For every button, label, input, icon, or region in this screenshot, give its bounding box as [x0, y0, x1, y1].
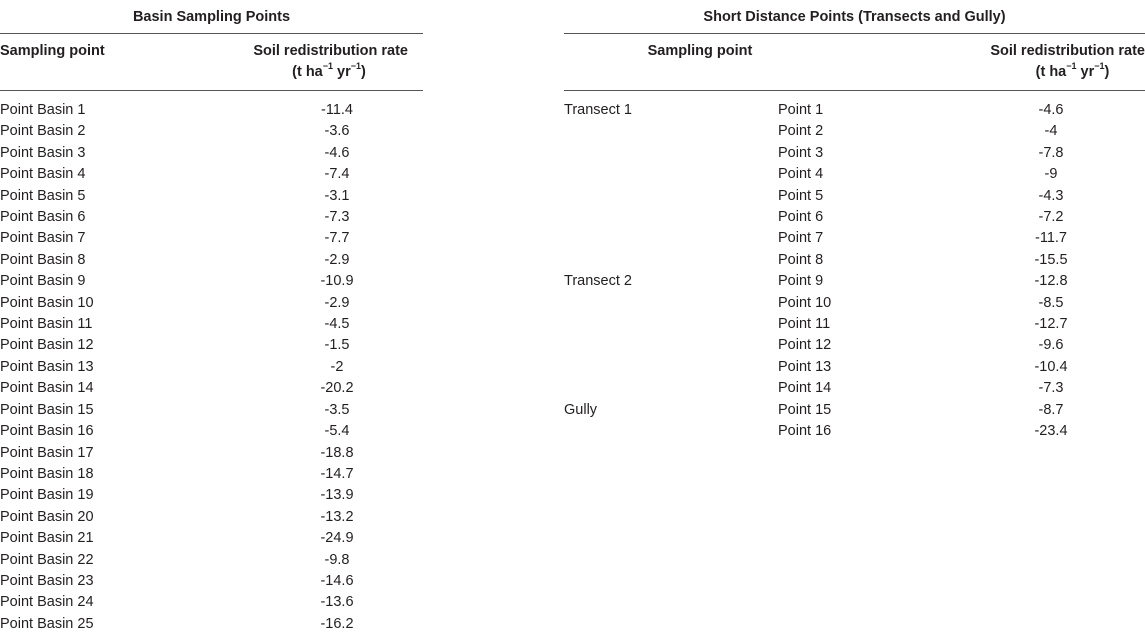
basin-rate-cell: -1.5 [324, 337, 350, 354]
short-distance-group-header: Short Distance Points (Transects and Gully) [703, 9, 1006, 25]
table-row [564, 186, 1145, 207]
basin-rate-cell: -7.7 [324, 230, 350, 247]
basin-rate-cell: -14.7 [320, 465, 354, 482]
short-point-cell: Point 11 [778, 316, 831, 333]
basin-rate-cell: -24.9 [320, 530, 354, 547]
short-point-cell: Point 16 [778, 423, 832, 440]
basin-point-cell: Point Basin 12 [0, 337, 94, 354]
basin-rate-cell: -3.6 [324, 123, 350, 140]
short-point-cell: Point 8 [778, 251, 824, 268]
basin-rate-cell: -7.3 [324, 209, 350, 226]
basin-point-cell: Point Basin 1 [0, 102, 86, 118]
short-point-cell: Point 1 [778, 102, 824, 118]
table-row [0, 271, 423, 292]
basin-rate-cell: -5.4 [324, 423, 350, 440]
table-row [0, 485, 423, 506]
basin-rate-cell: -13.2 [320, 508, 354, 525]
basin-point-cell: Point Basin 11 [0, 316, 93, 333]
basin-rate-cell: -2.9 [324, 251, 350, 268]
short-point-cell: Point 10 [778, 294, 832, 311]
basin-rate-cell: -2 [330, 358, 344, 375]
basin-point-cell: Point Basin 8 [0, 251, 86, 268]
short-rate-cell: -9.6 [1038, 337, 1064, 354]
basin-rate-cell: -11.4 [321, 102, 353, 118]
basin-point-cell: Point Basin 15 [0, 401, 94, 418]
basin-point-cell: Point Basin 20 [0, 508, 94, 525]
table-row [0, 250, 423, 271]
table-row [564, 293, 1145, 314]
table-row [564, 314, 1145, 335]
short-header-rule [564, 33, 1145, 34]
basin-rows [0, 100, 423, 635]
basin-rate-cell: -10.9 [320, 273, 354, 290]
table-row [564, 228, 1145, 249]
table-row [0, 614, 423, 635]
table-row [0, 550, 423, 571]
basin-col-rate-unit: (t $ha^{-1}$ $yr^{-1}$) [292, 61, 366, 80]
table-row [0, 421, 423, 442]
table-row [564, 207, 1145, 228]
table-row [564, 357, 1145, 378]
short-rate-cell: -7.8 [1038, 144, 1064, 161]
basin-rate-cell: -14.6 [320, 572, 354, 589]
basin-point-cell: Point Basin 6 [0, 209, 86, 226]
short-point-cell: Point 15 [778, 401, 832, 418]
table-row [564, 271, 1145, 292]
short-point-cell: Point 7 [778, 230, 824, 247]
basin-point-cell: Point Basin 10 [0, 294, 94, 311]
basin-rate-cell: -3.5 [324, 401, 350, 418]
basin-rate-cell: -3.1 [324, 187, 350, 204]
basin-rate-cell: -20.2 [320, 380, 354, 397]
basin-point-cell: Point Basin 17 [0, 444, 94, 461]
basin-point-cell: Point Basin 22 [0, 551, 94, 568]
basin-rate-cell: -16.2 [320, 615, 354, 632]
table-row [564, 421, 1145, 442]
table-row [0, 121, 423, 142]
table-row [0, 507, 423, 528]
basin-rate-cell: -13.9 [320, 487, 354, 504]
short-rate-cell: -7.3 [1038, 380, 1064, 397]
basin-point-cell: Point Basin 7 [0, 230, 86, 247]
table-row [564, 250, 1145, 271]
short-rate-cell: -12.8 [1034, 273, 1068, 290]
table-row [564, 335, 1145, 356]
basin-col-sampling-point: Sampling point [0, 43, 105, 59]
table-row [564, 121, 1145, 142]
short-columns-rule [564, 90, 1145, 91]
table-row [564, 143, 1145, 164]
basin-point-cell: Point Basin 13 [0, 358, 94, 375]
short-rate-cell: -23.4 [1034, 423, 1068, 440]
short-rate-cell: -4.3 [1038, 187, 1064, 204]
short-rate-cell: -15.5 [1034, 251, 1068, 268]
short-rate-cell: -4.6 [1038, 102, 1064, 118]
short-rate-cell: -8.7 [1038, 401, 1064, 418]
basin-point-cell: Point Basin 21 [0, 530, 94, 547]
table-row [0, 592, 423, 613]
basin-col-rate [230, 41, 408, 83]
basin-point-cell: Point Basin 23 [0, 572, 94, 589]
basin-rate-cell: -7.4 [324, 166, 350, 183]
short-point-cell: Point 14 [778, 380, 832, 397]
basin-point-cell: Point Basin 5 [0, 187, 86, 204]
table-row [0, 228, 423, 249]
table-row [0, 571, 423, 592]
basin-point-cell: Point Basin 24 [0, 594, 94, 611]
short-rate-cell: -8.5 [1038, 294, 1064, 311]
short-point-cell: Point 2 [778, 123, 824, 140]
short-col-sampling-point: Sampling point [647, 43, 753, 59]
basin-rate-cell: -4.6 [324, 144, 350, 161]
basin-point-cell: Point Basin 2 [0, 123, 86, 140]
basin-rate-cell: -9.8 [324, 551, 350, 568]
short-rate-cell: -7.2 [1038, 209, 1064, 226]
short-point-cell: Point 4 [778, 166, 824, 183]
table-row [0, 357, 423, 378]
basin-header-rule [0, 33, 423, 34]
basin-point-cell: Point Basin 9 [0, 273, 86, 290]
basin-point-cell: Point Basin 3 [0, 144, 86, 161]
table-row [564, 378, 1145, 399]
short-point-cell: Point 6 [778, 209, 824, 226]
basin-rate-cell: -18.8 [320, 444, 354, 461]
short-rate-cell: -4 [1044, 123, 1058, 140]
table-row [564, 100, 1145, 121]
table-row [0, 143, 423, 164]
short-group-cell: Transect 2 [564, 273, 632, 290]
basin-point-cell: Point Basin 19 [0, 487, 94, 504]
short-rate-cell: -9 [1044, 166, 1058, 183]
table-row [0, 378, 423, 399]
table-row [0, 314, 423, 335]
short-rate-cell: -10.4 [1034, 358, 1068, 375]
table-row [0, 528, 423, 549]
table-row [0, 186, 423, 207]
table-row [0, 207, 423, 228]
short-rate-cell: -11.7 [1035, 230, 1067, 247]
table-row [0, 100, 423, 121]
basin-point-cell: Point Basin 25 [0, 615, 94, 632]
short-point-cell: Point 9 [778, 273, 824, 290]
short-group-cell: Gully [564, 401, 598, 418]
short-group-cell: Transect 1 [564, 102, 632, 118]
short-col-rate-label: Soil redistribution rate [990, 43, 1145, 59]
short-distance-rows [564, 100, 1145, 443]
basin-rate-cell: -2.9 [324, 294, 350, 311]
basin-point-cell: Point Basin 16 [0, 423, 94, 440]
basin-rate-cell: -4.5 [324, 316, 350, 333]
basin-point-cell: Point Basin 18 [0, 465, 94, 482]
short-rate-cell: -12.7 [1034, 316, 1068, 333]
table-row [564, 164, 1145, 185]
basin-columns-rule [0, 90, 423, 91]
table-row [0, 164, 423, 185]
basin-point-cell: Point Basin 14 [0, 380, 94, 397]
short-col-rate-unit: (t $ha^{-1}$ $yr^{-1}$) [1035, 61, 1110, 80]
basin-rate-cell: -13.6 [320, 594, 354, 611]
table-row [0, 335, 423, 356]
table-row [564, 400, 1145, 421]
short-point-cell: Point 13 [778, 358, 832, 375]
short-col-rate [940, 41, 1145, 83]
table-row [0, 293, 423, 314]
basin-col-rate-label: Soil redistribution rate [253, 43, 408, 59]
short-point-cell: Point 5 [778, 187, 824, 204]
table-row [0, 400, 423, 421]
table-row [0, 464, 423, 485]
basin-point-cell: Point Basin 4 [0, 166, 86, 183]
short-point-cell: Point 12 [778, 337, 832, 354]
table-row [0, 443, 423, 464]
basin-group-header: Basin Sampling Points [132, 9, 291, 25]
short-point-cell: Point 3 [778, 144, 824, 161]
